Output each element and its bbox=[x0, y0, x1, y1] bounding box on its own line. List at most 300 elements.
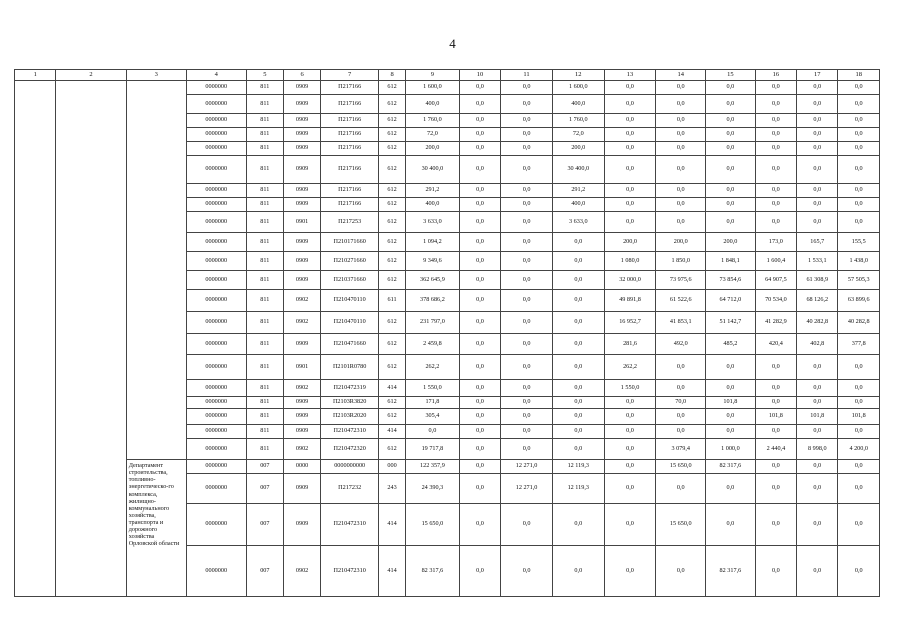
data-cell: 0000000 bbox=[186, 212, 246, 233]
data-cell: 171,8 bbox=[406, 397, 460, 409]
data-cell: 64 712,0 bbox=[706, 290, 756, 312]
header-cell: 16 bbox=[755, 70, 796, 81]
data-cell: 377,8 bbox=[838, 334, 880, 355]
data-cell: 0,0 bbox=[838, 198, 880, 212]
data-cell: 811 bbox=[246, 114, 283, 128]
data-cell: 0,0 bbox=[552, 271, 604, 290]
data-cell: 400,0 bbox=[406, 198, 460, 212]
data-cell: 0909 bbox=[283, 409, 320, 425]
data-cell: 612 bbox=[379, 233, 406, 252]
data-cell: 0,0 bbox=[552, 380, 604, 397]
data-cell: 0,0 bbox=[459, 198, 500, 212]
data-cell: 611 bbox=[379, 290, 406, 312]
data-cell: 1 850,0 bbox=[656, 252, 706, 271]
data-cell: 12 119,3 bbox=[552, 474, 604, 504]
data-cell: П217166 bbox=[321, 184, 379, 198]
data-cell: 811 bbox=[246, 156, 283, 184]
data-cell: 0902 bbox=[283, 290, 320, 312]
data-cell: 0,0 bbox=[459, 271, 500, 290]
data-cell: 612 bbox=[379, 409, 406, 425]
data-cell: 3 633,0 bbox=[406, 212, 460, 233]
data-cell: 0000000 bbox=[186, 397, 246, 409]
department-cell: Департамент строительства, топливно-энергетическо-го комплекса, жилищно-коммунального хозяйства, транспорта и дорожного хозяйства Орловской области bbox=[126, 460, 186, 597]
data-cell: 612 bbox=[379, 439, 406, 460]
data-cell: 305,4 bbox=[406, 409, 460, 425]
data-cell: 0,0 bbox=[797, 114, 838, 128]
data-cell: 0909 bbox=[283, 425, 320, 439]
data-cell: 0000000 bbox=[186, 380, 246, 397]
data-cell: 32 000,0 bbox=[604, 271, 656, 290]
data-cell: 0000000 bbox=[186, 81, 246, 95]
data-cell: 0,0 bbox=[501, 439, 553, 460]
data-cell: П217253 bbox=[321, 212, 379, 233]
data-cell: 0,0 bbox=[459, 474, 500, 504]
data-cell: 0,0 bbox=[459, 380, 500, 397]
data-cell: 0,0 bbox=[459, 81, 500, 95]
data-cell: 0,0 bbox=[459, 128, 500, 142]
data-cell: 0,0 bbox=[755, 81, 796, 95]
data-cell: 200,0 bbox=[552, 142, 604, 156]
data-cell: 16 952,7 bbox=[604, 312, 656, 334]
data-cell: 811 bbox=[246, 397, 283, 409]
data-cell: 0,0 bbox=[838, 212, 880, 233]
data-cell: 61 522,6 bbox=[656, 290, 706, 312]
data-cell: 0,0 bbox=[459, 156, 500, 184]
data-cell: П210470110 bbox=[321, 312, 379, 334]
data-cell: 15 650,0 bbox=[656, 504, 706, 546]
data-cell: 0,0 bbox=[501, 312, 553, 334]
data-cell: 0,0 bbox=[459, 233, 500, 252]
data-cell: 0,0 bbox=[838, 95, 880, 114]
data-cell: 0,0 bbox=[755, 212, 796, 233]
data-cell: 811 bbox=[246, 198, 283, 212]
data-cell: 0,0 bbox=[501, 504, 553, 546]
data-cell: 0,0 bbox=[838, 546, 880, 597]
data-cell: 12 271,0 bbox=[501, 460, 553, 474]
data-cell: 400,0 bbox=[552, 95, 604, 114]
header-cell: 4 bbox=[186, 70, 246, 81]
data-cell: 612 bbox=[379, 184, 406, 198]
data-cell: 0,0 bbox=[459, 409, 500, 425]
data-cell: П217166 bbox=[321, 156, 379, 184]
data-cell: 0,0 bbox=[797, 81, 838, 95]
data-cell: 0,0 bbox=[501, 212, 553, 233]
data-cell: 0,0 bbox=[706, 156, 756, 184]
data-cell: 0,0 bbox=[604, 198, 656, 212]
data-cell: 1 438,0 bbox=[838, 252, 880, 271]
data-cell: 0,0 bbox=[838, 380, 880, 397]
data-cell: П210271660 bbox=[321, 252, 379, 271]
data-cell: 0909 bbox=[283, 198, 320, 212]
data-cell: 101,8 bbox=[755, 409, 796, 425]
data-cell: 0,0 bbox=[459, 546, 500, 597]
data-cell: 007 bbox=[246, 546, 283, 597]
data-cell: 0,0 bbox=[838, 474, 880, 504]
data-cell: 0,0 bbox=[604, 504, 656, 546]
data-cell: 811 bbox=[246, 439, 283, 460]
data-cell: 0000000 bbox=[186, 439, 246, 460]
data-cell: 0,0 bbox=[656, 95, 706, 114]
data-cell: 0,0 bbox=[656, 409, 706, 425]
data-cell: 0,0 bbox=[501, 114, 553, 128]
data-cell: 0,0 bbox=[656, 425, 706, 439]
data-cell: 0,0 bbox=[501, 128, 553, 142]
data-cell: 101,8 bbox=[706, 397, 756, 409]
data-cell: 0,0 bbox=[755, 114, 796, 128]
data-cell: 0,0 bbox=[797, 397, 838, 409]
data-cell: 0909 bbox=[283, 156, 320, 184]
data-cell: 0000000 bbox=[186, 546, 246, 597]
data-cell: 0,0 bbox=[838, 425, 880, 439]
data-cell: 0909 bbox=[283, 474, 320, 504]
data-cell: 0,0 bbox=[604, 81, 656, 95]
data-cell: 811 bbox=[246, 425, 283, 439]
data-cell: 0,0 bbox=[755, 397, 796, 409]
data-cell: 0000000 bbox=[186, 95, 246, 114]
data-cell: 0000000 bbox=[186, 142, 246, 156]
data-cell: 0,0 bbox=[755, 128, 796, 142]
data-cell: 0,0 bbox=[501, 156, 553, 184]
data-cell: 000 bbox=[379, 460, 406, 474]
data-cell: 0902 bbox=[283, 439, 320, 460]
data-cell: 0,0 bbox=[797, 425, 838, 439]
data-cell: 0,0 bbox=[604, 460, 656, 474]
data-cell: 0,0 bbox=[755, 425, 796, 439]
data-cell: 400,0 bbox=[552, 198, 604, 212]
data-cell: 811 bbox=[246, 380, 283, 397]
data-cell: 1 760,0 bbox=[552, 114, 604, 128]
data-cell: П2103R2020 bbox=[321, 409, 379, 425]
data-cell: П210171660 bbox=[321, 233, 379, 252]
header-cell: 7 bbox=[321, 70, 379, 81]
data-cell: 612 bbox=[379, 156, 406, 184]
data-cell: 0,0 bbox=[501, 252, 553, 271]
data-cell: 0,0 bbox=[552, 504, 604, 546]
header-cell: 11 bbox=[501, 70, 553, 81]
data-cell: 0,0 bbox=[706, 198, 756, 212]
data-cell: 811 bbox=[246, 252, 283, 271]
data-cell: 122 357,9 bbox=[406, 460, 460, 474]
data-cell: 400,0 bbox=[406, 95, 460, 114]
data-cell: 200,0 bbox=[604, 233, 656, 252]
data-cell: 0,0 bbox=[656, 128, 706, 142]
header-cell: 3 bbox=[126, 70, 186, 81]
data-cell: 0,0 bbox=[755, 460, 796, 474]
data-cell: 0902 bbox=[283, 380, 320, 397]
data-cell: 0,0 bbox=[459, 212, 500, 233]
data-cell: 0,0 bbox=[706, 212, 756, 233]
data-cell: 41 853,1 bbox=[656, 312, 706, 334]
data-cell: 0,0 bbox=[501, 95, 553, 114]
data-cell: 612 bbox=[379, 252, 406, 271]
data-cell: 492,0 bbox=[656, 334, 706, 355]
header-cell: 6 bbox=[283, 70, 320, 81]
data-cell: 0,0 bbox=[552, 334, 604, 355]
data-cell: 101,8 bbox=[838, 409, 880, 425]
data-cell: 0902 bbox=[283, 546, 320, 597]
data-cell: 362 645,9 bbox=[406, 271, 460, 290]
data-cell: 0,0 bbox=[459, 252, 500, 271]
data-cell: 0,0 bbox=[501, 233, 553, 252]
table-row bbox=[15, 81, 880, 95]
data-cell: 0,0 bbox=[656, 142, 706, 156]
data-cell: 0,0 bbox=[755, 380, 796, 397]
header-cell: 10 bbox=[459, 70, 500, 81]
data-cell: 0909 bbox=[283, 504, 320, 546]
data-cell: 0,0 bbox=[797, 198, 838, 212]
data-cell: 0909 bbox=[283, 397, 320, 409]
data-cell: 82 317,6 bbox=[706, 546, 756, 597]
data-cell: 0909 bbox=[283, 128, 320, 142]
data-cell: П217166 bbox=[321, 95, 379, 114]
data-cell: 0,0 bbox=[604, 409, 656, 425]
data-cell: П210471660 bbox=[321, 334, 379, 355]
data-cell: 414 bbox=[379, 380, 406, 397]
data-cell: 262,2 bbox=[406, 355, 460, 380]
data-cell: 414 bbox=[379, 546, 406, 597]
data-cell: 811 bbox=[246, 95, 283, 114]
data-cell: 0,0 bbox=[838, 397, 880, 409]
data-cell: 1 080,0 bbox=[604, 252, 656, 271]
data-cell: П210371660 bbox=[321, 271, 379, 290]
data-cell: 0,0 bbox=[797, 128, 838, 142]
data-cell: 414 bbox=[379, 504, 406, 546]
data-cell: 291,2 bbox=[552, 184, 604, 198]
data-cell: 0,0 bbox=[838, 81, 880, 95]
data-cell: 0,0 bbox=[755, 355, 796, 380]
data-cell: 0,0 bbox=[797, 460, 838, 474]
data-cell: 0,0 bbox=[501, 334, 553, 355]
data-cell: 30 400,0 bbox=[406, 156, 460, 184]
data-cell: 0,0 bbox=[797, 474, 838, 504]
data-cell: 811 bbox=[246, 142, 283, 156]
data-cell: 70,0 bbox=[656, 397, 706, 409]
data-cell: 0901 bbox=[283, 212, 320, 233]
data-cell: 0,0 bbox=[459, 425, 500, 439]
data-cell: 0,0 bbox=[755, 184, 796, 198]
data-cell: 007 bbox=[246, 474, 283, 504]
data-cell: 612 bbox=[379, 271, 406, 290]
blank-cell-col-1 bbox=[15, 81, 56, 597]
header-cell: 1 bbox=[15, 70, 56, 81]
data-cell: 0,0 bbox=[838, 355, 880, 380]
data-cell: 0,0 bbox=[706, 128, 756, 142]
data-cell: 0,0 bbox=[797, 95, 838, 114]
data-cell: 57 505,3 bbox=[838, 271, 880, 290]
data-cell: 0,0 bbox=[459, 142, 500, 156]
data-cell: 1 094,2 bbox=[406, 233, 460, 252]
data-cell: П210472310 bbox=[321, 546, 379, 597]
data-cell: 0000000 bbox=[186, 114, 246, 128]
data-cell: 0000000 bbox=[186, 334, 246, 355]
data-cell: 9 349,6 bbox=[406, 252, 460, 271]
data-cell: 612 bbox=[379, 397, 406, 409]
data-cell: П2101R0780 bbox=[321, 355, 379, 380]
data-cell: 0909 bbox=[283, 184, 320, 198]
data-cell: П210472310 bbox=[321, 425, 379, 439]
data-cell: 612 bbox=[379, 81, 406, 95]
data-cell: 2 459,8 bbox=[406, 334, 460, 355]
data-cell: 0000000 bbox=[186, 271, 246, 290]
data-cell: 0000000000 bbox=[321, 460, 379, 474]
data-cell: 0,0 bbox=[706, 142, 756, 156]
data-cell: 811 bbox=[246, 233, 283, 252]
data-cell: 0,0 bbox=[501, 184, 553, 198]
data-cell: 0,0 bbox=[604, 439, 656, 460]
data-cell: 0,0 bbox=[797, 212, 838, 233]
data-cell: 612 bbox=[379, 114, 406, 128]
data-cell: 0,0 bbox=[755, 142, 796, 156]
data-cell: 2 440,4 bbox=[755, 439, 796, 460]
blank-cell-col-2 bbox=[56, 81, 126, 597]
data-cell: П210472319 bbox=[321, 380, 379, 397]
data-cell: 262,2 bbox=[604, 355, 656, 380]
data-cell: 0,0 bbox=[838, 184, 880, 198]
data-cell: 0,0 bbox=[797, 156, 838, 184]
data-cell: 1 600,0 bbox=[406, 81, 460, 95]
data-cell: 70 534,0 bbox=[755, 290, 796, 312]
data-cell: 0,0 bbox=[604, 546, 656, 597]
budget-table bbox=[14, 69, 880, 597]
data-cell: 0909 bbox=[283, 95, 320, 114]
data-cell: 0,0 bbox=[706, 380, 756, 397]
data-cell: 0,0 bbox=[656, 156, 706, 184]
data-cell: 0000000 bbox=[186, 128, 246, 142]
data-cell: 0,0 bbox=[501, 397, 553, 409]
data-cell: 0,0 bbox=[501, 81, 553, 95]
data-cell: 0,0 bbox=[656, 546, 706, 597]
data-cell: 612 bbox=[379, 95, 406, 114]
data-cell: 1 600,0 bbox=[552, 81, 604, 95]
data-cell: 0909 bbox=[283, 233, 320, 252]
data-cell: 15 650,0 bbox=[406, 504, 460, 546]
data-cell: П210472310 bbox=[321, 504, 379, 546]
header-cell: 2 bbox=[56, 70, 126, 81]
header-cell: 17 bbox=[797, 70, 838, 81]
data-cell: П210470110 bbox=[321, 290, 379, 312]
data-cell: 0,0 bbox=[755, 546, 796, 597]
data-cell: 0000000 bbox=[186, 460, 246, 474]
data-cell: 12 119,3 bbox=[552, 460, 604, 474]
data-cell: 1 550,0 bbox=[604, 380, 656, 397]
data-cell: 0,0 bbox=[838, 504, 880, 546]
header-cell: 12 bbox=[552, 70, 604, 81]
data-cell: 73 854,6 bbox=[706, 271, 756, 290]
data-cell: 0,0 bbox=[501, 409, 553, 425]
data-cell: 0,0 bbox=[604, 212, 656, 233]
data-cell: 0000000 bbox=[186, 252, 246, 271]
data-cell: 200,0 bbox=[656, 233, 706, 252]
data-cell: П217166 bbox=[321, 128, 379, 142]
data-cell: 3 079,4 bbox=[656, 439, 706, 460]
data-cell: 0909 bbox=[283, 114, 320, 128]
data-cell: 0,0 bbox=[459, 184, 500, 198]
data-cell: 0,0 bbox=[838, 128, 880, 142]
data-cell: 612 bbox=[379, 128, 406, 142]
data-cell: 0909 bbox=[283, 334, 320, 355]
data-cell: 0,0 bbox=[706, 81, 756, 95]
data-cell: 0,0 bbox=[656, 355, 706, 380]
data-cell: 0,0 bbox=[656, 474, 706, 504]
data-cell: 811 bbox=[246, 409, 283, 425]
data-cell: 12 271,0 bbox=[501, 474, 553, 504]
data-cell: 811 bbox=[246, 312, 283, 334]
data-cell: 0,0 bbox=[797, 355, 838, 380]
data-cell: 1 533,1 bbox=[797, 252, 838, 271]
data-cell: 8 998,0 bbox=[797, 439, 838, 460]
data-cell: 0,0 bbox=[501, 546, 553, 597]
data-cell: 811 bbox=[246, 212, 283, 233]
data-cell: 64 907,5 bbox=[755, 271, 796, 290]
data-cell: 291,2 bbox=[406, 184, 460, 198]
data-cell: 0000000 bbox=[186, 474, 246, 504]
data-cell: 007 bbox=[246, 504, 283, 546]
data-cell: 0,0 bbox=[706, 504, 756, 546]
data-cell: 414 bbox=[379, 425, 406, 439]
data-cell: 0,0 bbox=[459, 504, 500, 546]
data-cell: 0909 bbox=[283, 271, 320, 290]
data-cell: 0000000 bbox=[186, 184, 246, 198]
data-cell: 612 bbox=[379, 212, 406, 233]
data-cell: 0000000 bbox=[186, 198, 246, 212]
data-cell: 0,0 bbox=[552, 355, 604, 380]
data-cell: 24 390,3 bbox=[406, 474, 460, 504]
data-cell: 82 317,6 bbox=[406, 546, 460, 597]
data-cell: 165,7 bbox=[797, 233, 838, 252]
data-cell: 0,0 bbox=[706, 425, 756, 439]
data-cell: 007 bbox=[246, 460, 283, 474]
data-cell: 0,0 bbox=[459, 460, 500, 474]
data-cell: 3 633,0 bbox=[552, 212, 604, 233]
data-cell: П217232 bbox=[321, 474, 379, 504]
data-cell: 0,0 bbox=[604, 474, 656, 504]
data-cell: 0,0 bbox=[706, 355, 756, 380]
data-cell: 19 717,8 bbox=[406, 439, 460, 460]
data-cell: 0,0 bbox=[552, 233, 604, 252]
data-cell: 200,0 bbox=[406, 142, 460, 156]
data-cell: 0,0 bbox=[459, 312, 500, 334]
data-cell: 231 797,0 bbox=[406, 312, 460, 334]
data-cell: 0,0 bbox=[706, 409, 756, 425]
data-cell: 0,0 bbox=[604, 425, 656, 439]
header-row bbox=[15, 70, 880, 81]
data-cell: 0,0 bbox=[706, 474, 756, 504]
data-cell: 0,0 bbox=[552, 425, 604, 439]
data-cell: 0901 bbox=[283, 355, 320, 380]
data-cell: 811 bbox=[246, 184, 283, 198]
table-row bbox=[15, 460, 880, 474]
data-cell: 0000000 bbox=[186, 425, 246, 439]
data-cell: 420,4 bbox=[755, 334, 796, 355]
data-cell: 72,0 bbox=[552, 128, 604, 142]
data-cell: 0,0 bbox=[656, 198, 706, 212]
header-cell: 5 bbox=[246, 70, 283, 81]
data-cell: 40 282,8 bbox=[797, 312, 838, 334]
data-cell: 101,8 bbox=[797, 409, 838, 425]
data-cell: 0,0 bbox=[706, 95, 756, 114]
data-cell: 0,0 bbox=[459, 355, 500, 380]
data-cell: 4 200,0 bbox=[838, 439, 880, 460]
data-cell: 0909 bbox=[283, 81, 320, 95]
data-cell: 0,0 bbox=[797, 142, 838, 156]
data-cell: 0,0 bbox=[838, 142, 880, 156]
data-cell: 811 bbox=[246, 128, 283, 142]
data-cell: 0,0 bbox=[706, 114, 756, 128]
data-cell: 0,0 bbox=[604, 397, 656, 409]
data-cell: 0,0 bbox=[604, 142, 656, 156]
data-cell: 40 282,8 bbox=[838, 312, 880, 334]
data-cell: 0,0 bbox=[755, 504, 796, 546]
